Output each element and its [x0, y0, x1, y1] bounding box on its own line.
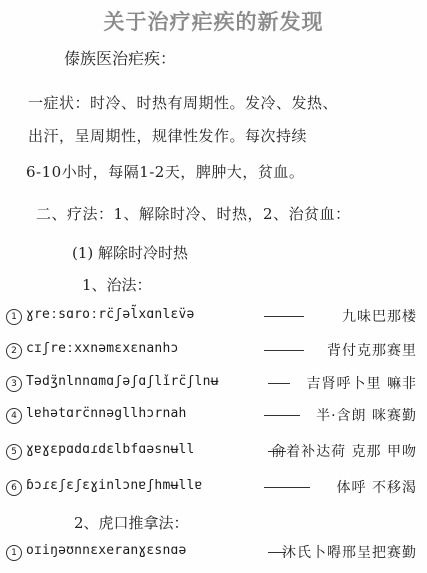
text-line: 出汗，呈周期性，规律性发作。每次持续 [28, 127, 308, 145]
text-line: 6-10小时，每隔1-2天，脾肿大，贫血。 [26, 163, 305, 181]
list-item [6, 305, 421, 329]
dash-divider [264, 487, 310, 488]
item-number: 2 [6, 343, 22, 359]
list-item [6, 476, 421, 500]
item-transliteration: ɣɐɣɛpɑdɑɾdɛlbfɑəsnʉll [26, 442, 195, 457]
item-transliteration: Tədʒ̈nlnnɑmɑʃəʃɑʃlǐrc̈ʃlnʉ [26, 374, 219, 389]
item-chinese: 俞着补达荷 克那 甲吻 [271, 444, 417, 460]
document-title: 关于治疗疟疾的新发现 [103, 9, 324, 34]
item-number: 1 [6, 545, 22, 561]
item-number: 4 [6, 408, 22, 424]
item-chinese: 吉肾呼卜里 嘛非 [306, 376, 417, 392]
item-number: 5 [6, 444, 22, 460]
item-transliteration: ɓɔɾɛʃɛʃɛɣinlɔnɐʃhmʉllɐ [26, 478, 203, 493]
list-item [6, 339, 421, 363]
list-item [6, 440, 421, 464]
dash-divider [264, 415, 300, 416]
dash-divider [268, 383, 290, 384]
dash-divider [264, 350, 304, 351]
text-line: 2、虎口推拿法： [74, 514, 189, 532]
text-line: 傣族医治疟疾： [64, 49, 177, 68]
dash-divider [264, 316, 304, 317]
item-chinese: 体呼 不移渴 [336, 480, 417, 496]
item-number: 6 [6, 480, 22, 496]
item-transliteration: lɐhətɑrc̈nnəgllhɔrnah [26, 406, 187, 421]
text-line: (1) 解除时冷时热 [72, 244, 189, 262]
text-line: 二、疗法：1、解除时冷、时热，2、治贫血： [36, 205, 351, 223]
item-transliteration: ɣreːsɑroːrc̈ʃəl̃xɑnlɛv̈ə [26, 307, 195, 322]
item-chinese: 半·含朗 咪赛勤 [316, 408, 417, 424]
item-transliteration: oɪiŋəʊnnɛxeranɣɛsnɑə [26, 543, 187, 558]
item-number: 3 [6, 376, 22, 392]
item-chinese: 背付克那赛里 [327, 343, 417, 359]
list-item [6, 372, 421, 396]
text-line: 1、治法： [82, 276, 152, 294]
item-transliteration: cɪʃreːxxnəmɛxɛnanhɔ [26, 341, 179, 356]
item-chinese: 九味巴那楼 [342, 309, 417, 325]
item-number: 1 [6, 309, 22, 325]
text-line: 一症状：时冷、时热有周期性。发冷、发热、 [28, 94, 339, 112]
item-chinese: 沐氏卜嘚邢呈把赛勤 [282, 545, 417, 561]
list-item [6, 541, 421, 565]
list-item [6, 404, 421, 428]
